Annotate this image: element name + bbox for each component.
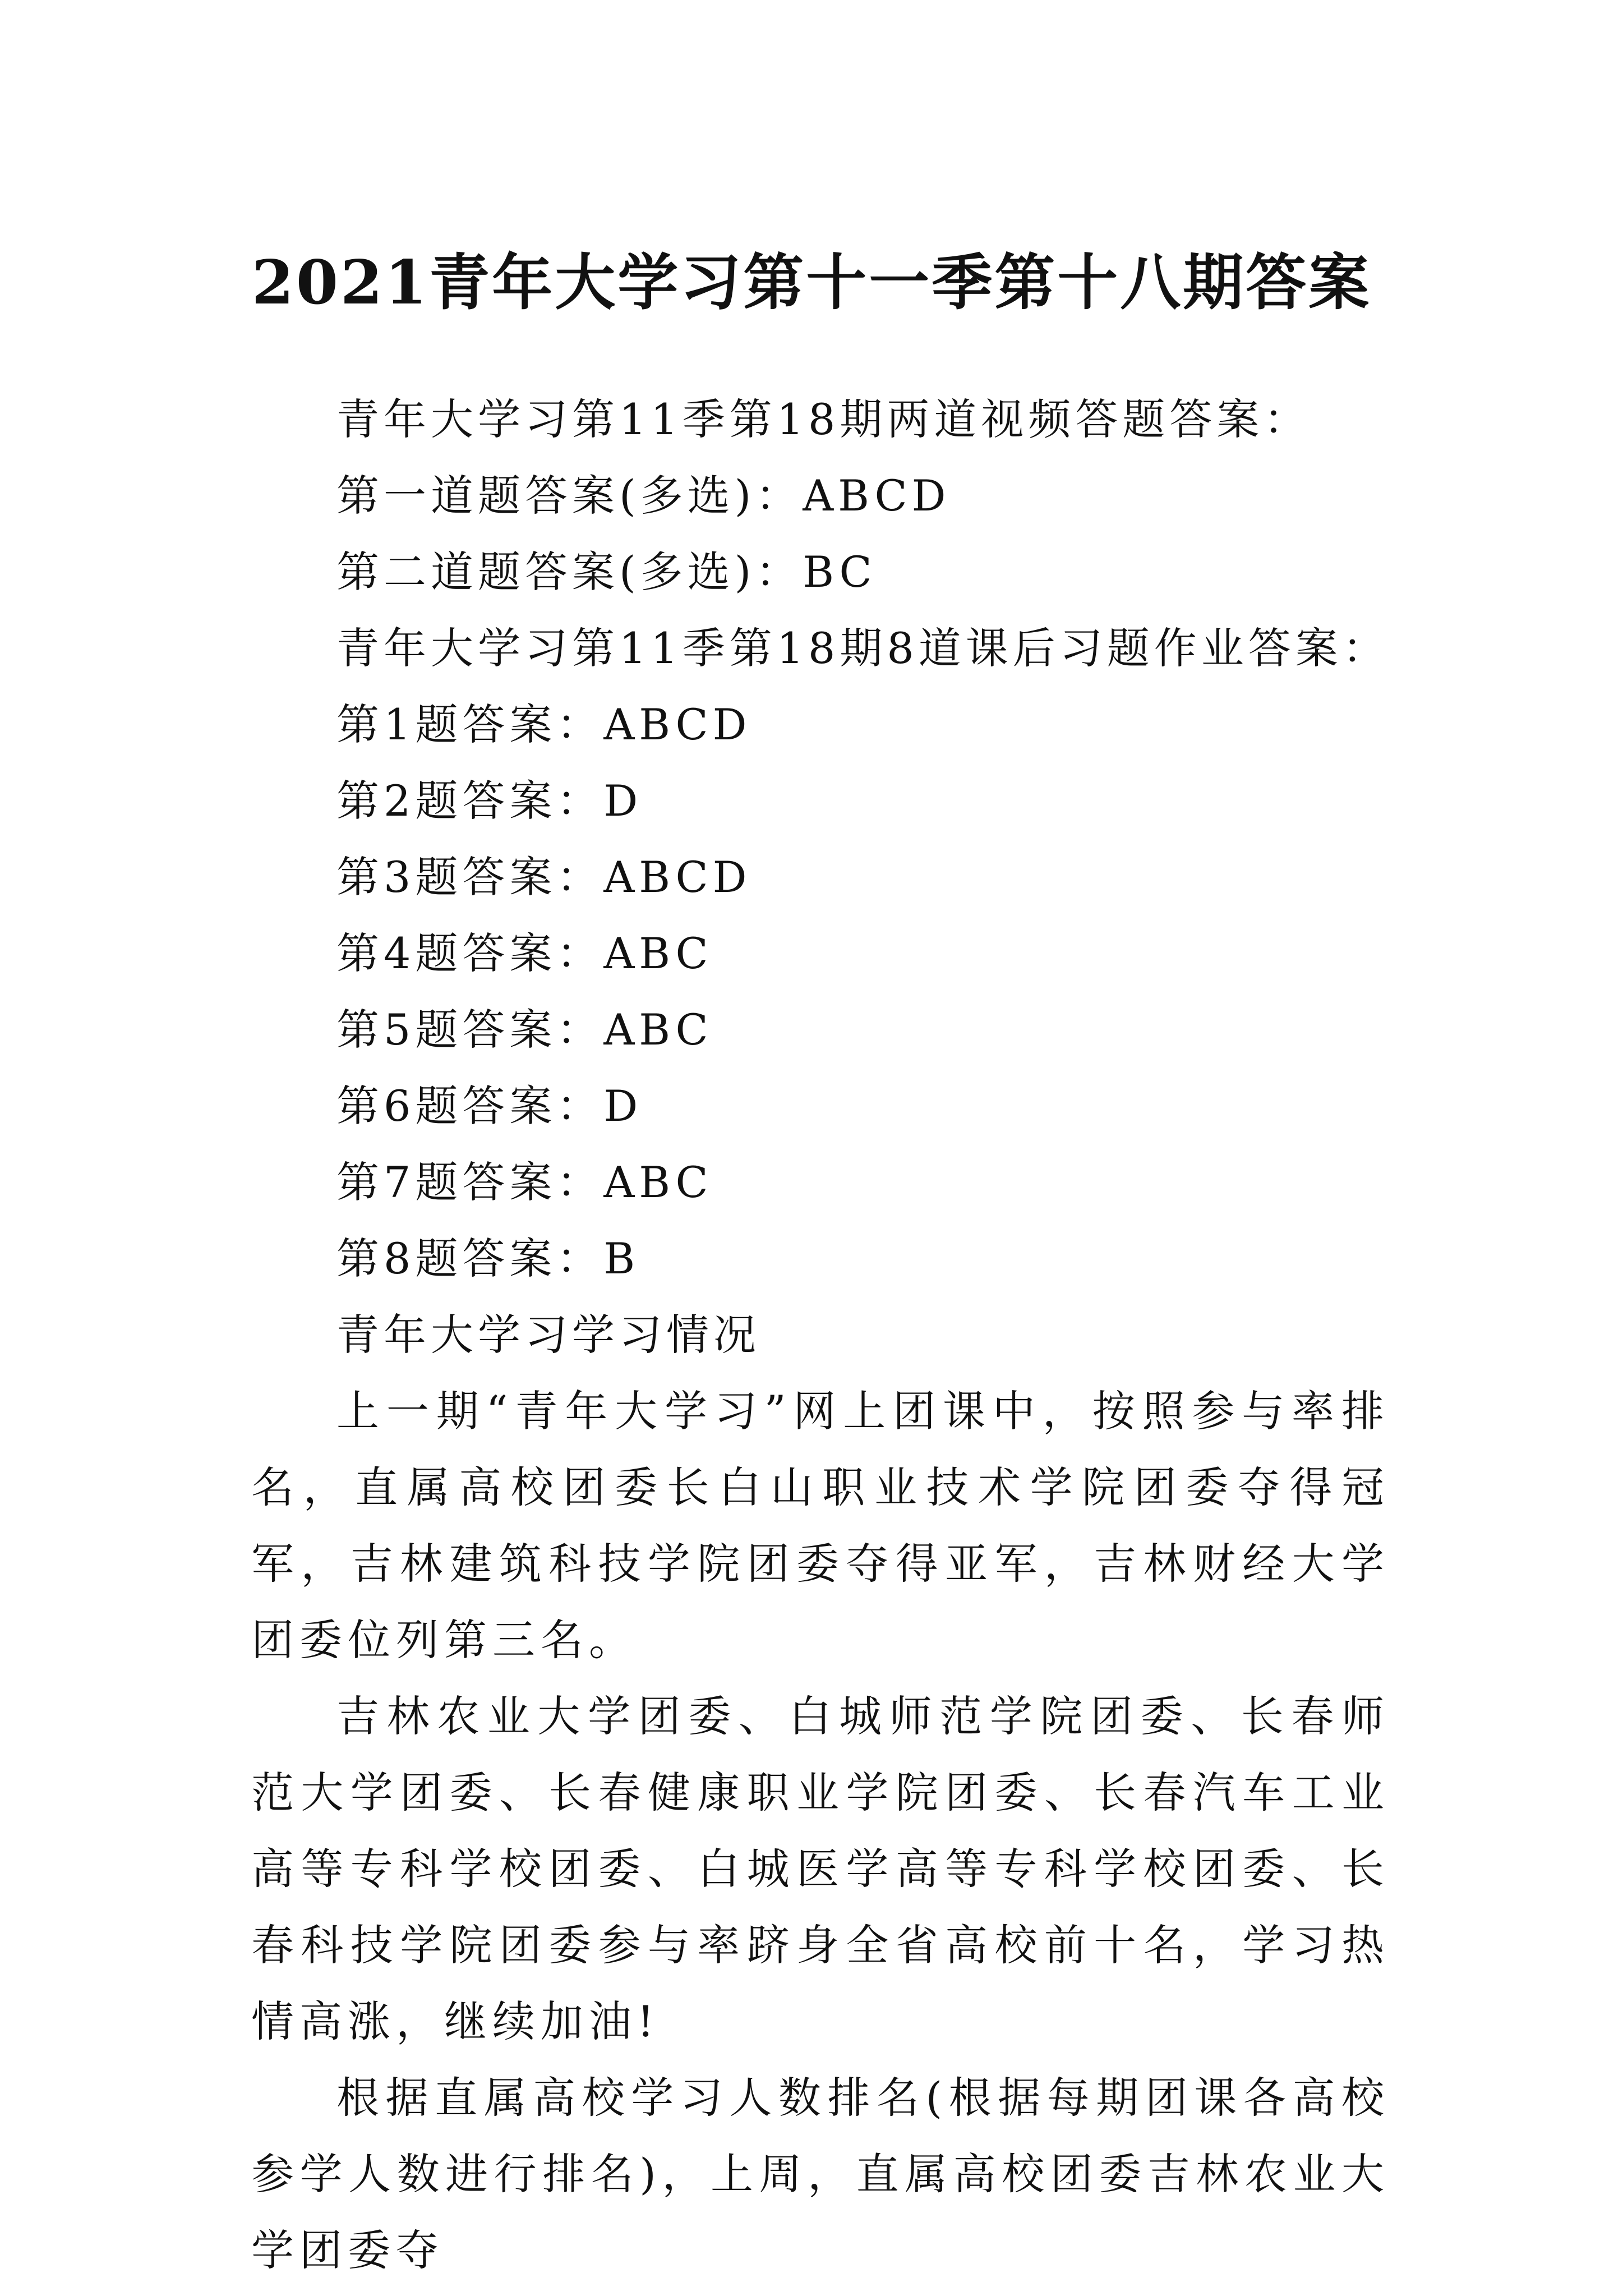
- line-question-2-answer: 第二道题答案(多选)：BC: [336, 547, 877, 597]
- line-study-status-heading: 青年大学习学习情况: [336, 1310, 760, 1360]
- paragraph-top-ten-schools: 吉林农业大学团委、白城师范学院团委、长春师范大学团委、长春健康职业学院团委、长春汽车工业高等专科学校团委、白城医学高等专科学校团委、长春科技学院团委参与率跻身全省高校前十名，学习热情高涨，继续加油!: [251, 1691, 1390, 2046]
- document-title: 2021青年大学习第十一季第十八期答案: [251, 247, 1372, 319]
- paragraph-attendance-ranking: 根据直属高校学习人数排名(根据每期团课各高校参学人数进行排名)，上周，直属高校团委吉林农业大学团委夺: [251, 2073, 1390, 2275]
- line-homework-answers-heading: 青年大学习第11季第18期8道课后习题作业答案：: [336, 623, 1390, 673]
- document-body: [251, 381, 1390, 2289]
- line-homework-answer-6: 第6题答案：D: [336, 1081, 643, 1131]
- line-question-1-answer: 第一道题答案(多选)：ABCD: [336, 471, 951, 521]
- line-homework-answer-5: 第5题答案：ABC: [336, 1005, 713, 1055]
- line-homework-answer-3: 第3题答案：ABCD: [336, 852, 751, 902]
- line-homework-answer-2: 第2题答案：D: [336, 776, 643, 826]
- line-homework-answer-1: 第1题答案：ABCD: [336, 700, 751, 749]
- line-homework-answer-7: 第7题答案：ABC: [336, 1157, 713, 1207]
- line-homework-answer-4: 第4题答案：ABC: [336, 928, 713, 978]
- line-video-answers-heading: 青年大学习第11季第18期两道视频答题答案：: [336, 394, 1311, 444]
- line-homework-answer-8: 第8题答案：B: [336, 1234, 640, 1283]
- paragraph-participation-ranking: 上一期“青年大学习”网上团课中，按照参与率排名，直属高校团委长白山职业技术学院团委夺得冠军，吉林建筑科技学院团委夺得亚军，吉林财经大学团委位列第三名。: [251, 1386, 1390, 1665]
